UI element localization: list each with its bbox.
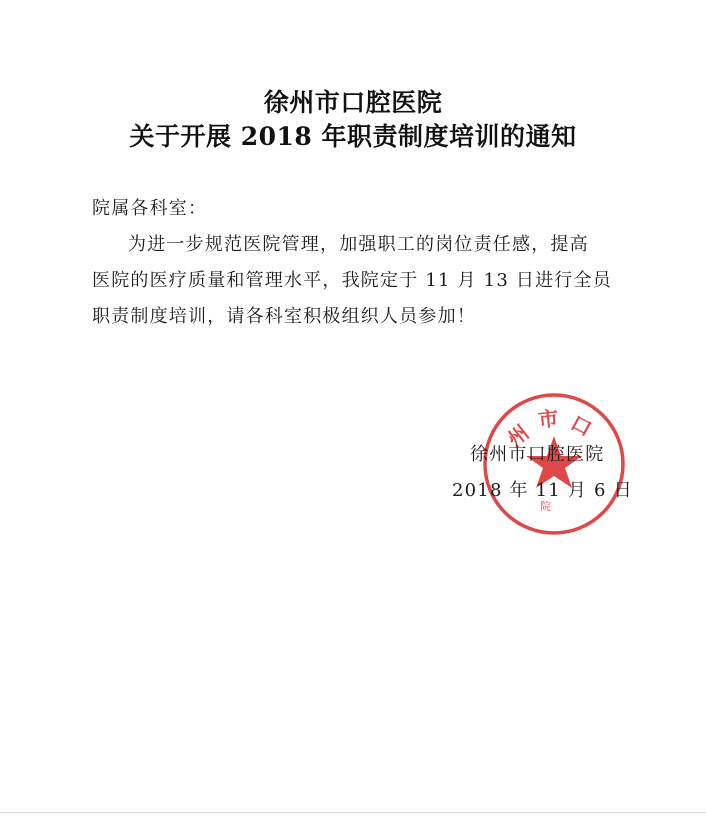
seal-char-2: 市 xyxy=(536,406,560,432)
document-title-org: 徐州市口腔医院 xyxy=(263,88,443,117)
seal-char-3: 口 xyxy=(566,410,596,442)
salutation: 院属各科室： xyxy=(92,198,208,219)
seal-char-1: 州 xyxy=(502,420,534,452)
body-paragraph-line-2: 医院的医疗质量和管理水平，我院定于 11 月 13 日进行全员 xyxy=(92,270,612,291)
document-title-subject: 关于开展 2018 年职责制度培训的通知 xyxy=(129,122,577,151)
body-paragraph-line-1: 为进一步规范医院管理，加强职工的岗位责任感，提高 xyxy=(128,234,589,255)
signature-organization: 徐州市口腔医院 xyxy=(470,444,605,465)
signature-date: 2018 年 11 月 6 日 xyxy=(452,480,633,501)
page-bottom-divider xyxy=(0,812,706,813)
body-paragraph-line-3: 职责制度培训，请各科室积极组织人员参加！ xyxy=(92,306,476,327)
seal-bottom-text: 院 xyxy=(540,500,551,513)
